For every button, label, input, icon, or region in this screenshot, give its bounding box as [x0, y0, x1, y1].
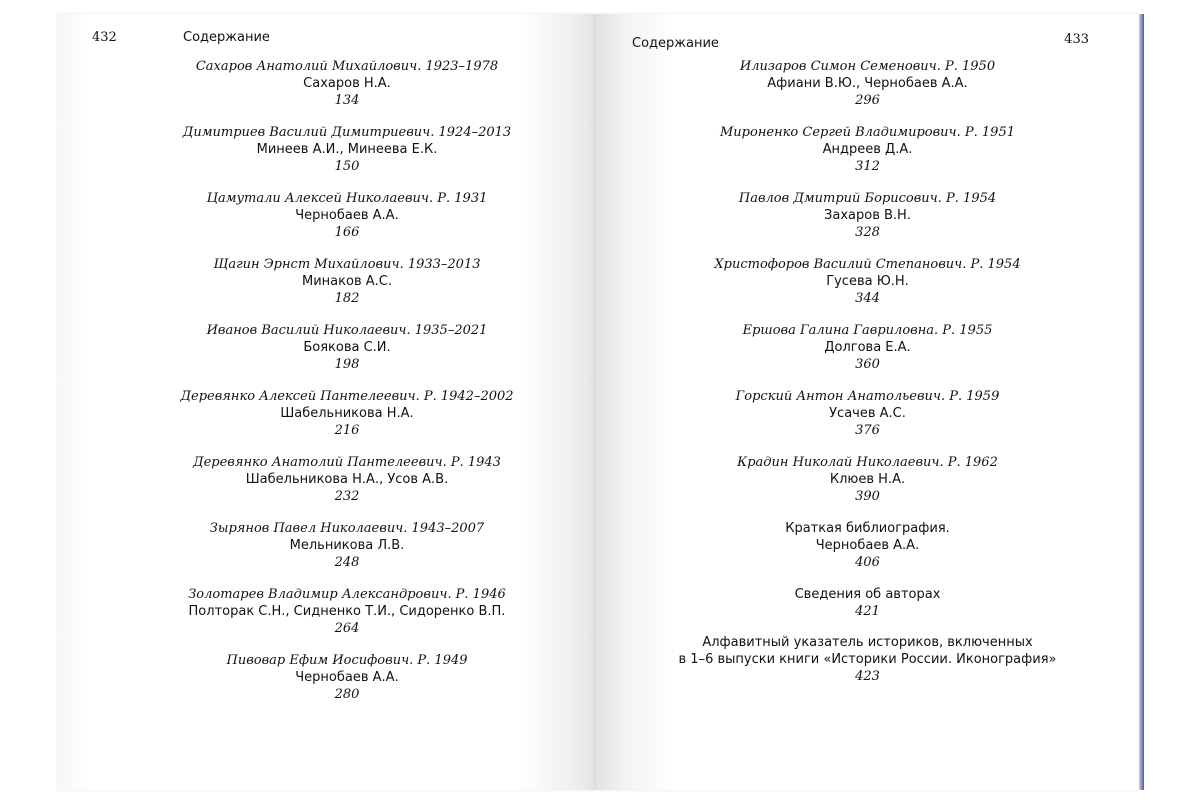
article-author: Чернобаев А.А. — [815, 538, 920, 553]
section-title: Сведения об авторах — [794, 587, 941, 602]
toc-entry[interactable] — [100, 454, 594, 520]
historian-name: Иванов Василий Николаевич. 1935–2021 — [206, 323, 488, 338]
page-number-left: 432 — [92, 30, 117, 45]
historian-name: Деревянко Анатолий Пантелеевич. Р. 1943 — [193, 455, 501, 470]
historian-name: Ершова Галина Гавриловна. Р. 1955 — [742, 323, 993, 338]
article-author: Шабельникова Н.А. — [280, 406, 414, 421]
toc-entry[interactable] — [100, 256, 594, 322]
article-author: Сахаров Н.А. — [303, 76, 391, 91]
page-ref: 232 — [334, 489, 360, 504]
toc-entry-index[interactable] — [596, 634, 1139, 700]
page-ref: 198 — [334, 357, 360, 372]
toc-entry[interactable] — [596, 190, 1139, 256]
toc-entry[interactable] — [596, 454, 1139, 520]
historian-name: Павлов Дмитрий Борисович. Р. 1954 — [738, 191, 997, 206]
section-title: Алфавитный указатель историков, включенных — [702, 635, 1033, 650]
article-author: Андреев Д.А. — [822, 142, 913, 157]
article-author: Долгова Е.А. — [824, 340, 911, 355]
page-ref: 216 — [334, 423, 360, 438]
page-ref: 423 — [855, 669, 880, 684]
historian-name: Деревянко Алексей Пантелеевич. Р. 1942–2002 — [180, 389, 514, 404]
page-ref: 312 — [855, 159, 880, 174]
page-ref: 296 — [855, 93, 880, 108]
article-author: Афиани В.Ю., Чернобаев А.А. — [767, 76, 968, 91]
toc-entry[interactable] — [100, 388, 594, 454]
historian-name: Димитриев Василий Димитриевич. 1924–2013 — [182, 125, 512, 140]
historian-name: Щагин Эрнст Михайлович. 1933–2013 — [213, 257, 481, 272]
historian-name: Золотарев Владимир Александрович. Р. 1946 — [188, 587, 506, 602]
page-ref: 344 — [855, 291, 880, 306]
article-author: Минаков А.С. — [302, 274, 392, 289]
right-page — [596, 14, 1139, 790]
page-ref: 390 — [855, 489, 880, 504]
toc-entry[interactable] — [596, 256, 1139, 322]
article-author: Клюев Н.А. — [829, 472, 906, 487]
historian-name: Мироненко Сергей Владимирович. Р. 1951 — [720, 125, 1015, 140]
toc-entry[interactable] — [596, 58, 1139, 124]
historian-name: Христофоров Василий Степанович. Р. 1954 — [714, 257, 1021, 272]
toc-entry[interactable] — [100, 124, 594, 190]
toc-entry-authors-info[interactable] — [596, 586, 1139, 634]
page-ref: 376 — [855, 423, 880, 438]
page-ref: 406 — [855, 555, 880, 570]
page-ref: 328 — [855, 225, 880, 240]
historian-name: Илизаров Симон Семенович. Р. 1950 — [739, 59, 996, 74]
section-title: Краткая библиография. — [785, 521, 950, 536]
historian-name: Сахаров Анатолий Михайлович. 1923–1978 — [195, 59, 499, 74]
toc-entry[interactable] — [596, 124, 1139, 190]
historian-name: Зырянов Павел Николаевич. 1943–2007 — [209, 521, 485, 536]
article-author: Мельникова Л.В. — [289, 538, 405, 553]
page-ref: 264 — [334, 621, 360, 636]
toc-entry[interactable] — [100, 652, 594, 718]
article-author: Захаров В.Н. — [824, 208, 911, 223]
article-author: Боякова С.И. — [303, 340, 391, 355]
article-author: Минеев А.И., Минеева Е.К. — [256, 142, 438, 157]
book-cover-edge — [1139, 14, 1144, 790]
article-author: Шабельникова Н.А., Усов А.В. — [245, 472, 449, 487]
toc-entry[interactable] — [596, 388, 1139, 454]
historian-name: Цамутали Алексей Николаевич. Р. 1931 — [206, 191, 488, 206]
toc-left — [58, 58, 594, 718]
article-author: Полторак С.Н., Сидненко Т.И., Сидоренко В.П. — [188, 604, 506, 619]
toc-entry[interactable] — [100, 520, 594, 586]
toc-entry[interactable] — [100, 586, 594, 652]
article-author: Чернобаев А.А. — [295, 670, 399, 685]
historian-name: Крадин Николай Николаевич. Р. 1962 — [737, 455, 998, 470]
page-ref: 166 — [334, 225, 360, 240]
toc-entry[interactable] — [100, 58, 594, 124]
page-ref: 134 — [334, 93, 360, 108]
page-ref: 150 — [334, 159, 360, 174]
toc-entry[interactable] — [100, 190, 594, 256]
toc-entry[interactable] — [100, 322, 594, 388]
page-ref: 360 — [855, 357, 880, 372]
article-author: Усачев А.С. — [829, 406, 906, 421]
running-head-left: Содержание — [183, 30, 270, 45]
page-ref: 182 — [334, 291, 360, 306]
toc-entry[interactable] — [596, 322, 1139, 388]
running-head-right: Содержание — [632, 36, 719, 51]
page-number-right: 433 — [1064, 32, 1089, 47]
section-title-continued: в 1–6 выпуски книги «Историки России. Иконография» — [678, 652, 1057, 667]
left-page — [58, 14, 594, 790]
article-author: Чернобаев А.А. — [295, 208, 399, 223]
historian-name: Пивовар Ефим Иосифович. Р. 1949 — [226, 653, 468, 668]
page-ref: 280 — [334, 687, 360, 702]
page-ref: 421 — [855, 604, 880, 619]
toc-right — [596, 58, 1139, 700]
historian-name: Горский Антон Анатольевич. Р. 1959 — [735, 389, 1000, 404]
toc-entry-bibliography[interactable] — [596, 520, 1139, 586]
page-ref: 248 — [334, 555, 360, 570]
article-author: Гусева Ю.Н. — [826, 274, 909, 289]
